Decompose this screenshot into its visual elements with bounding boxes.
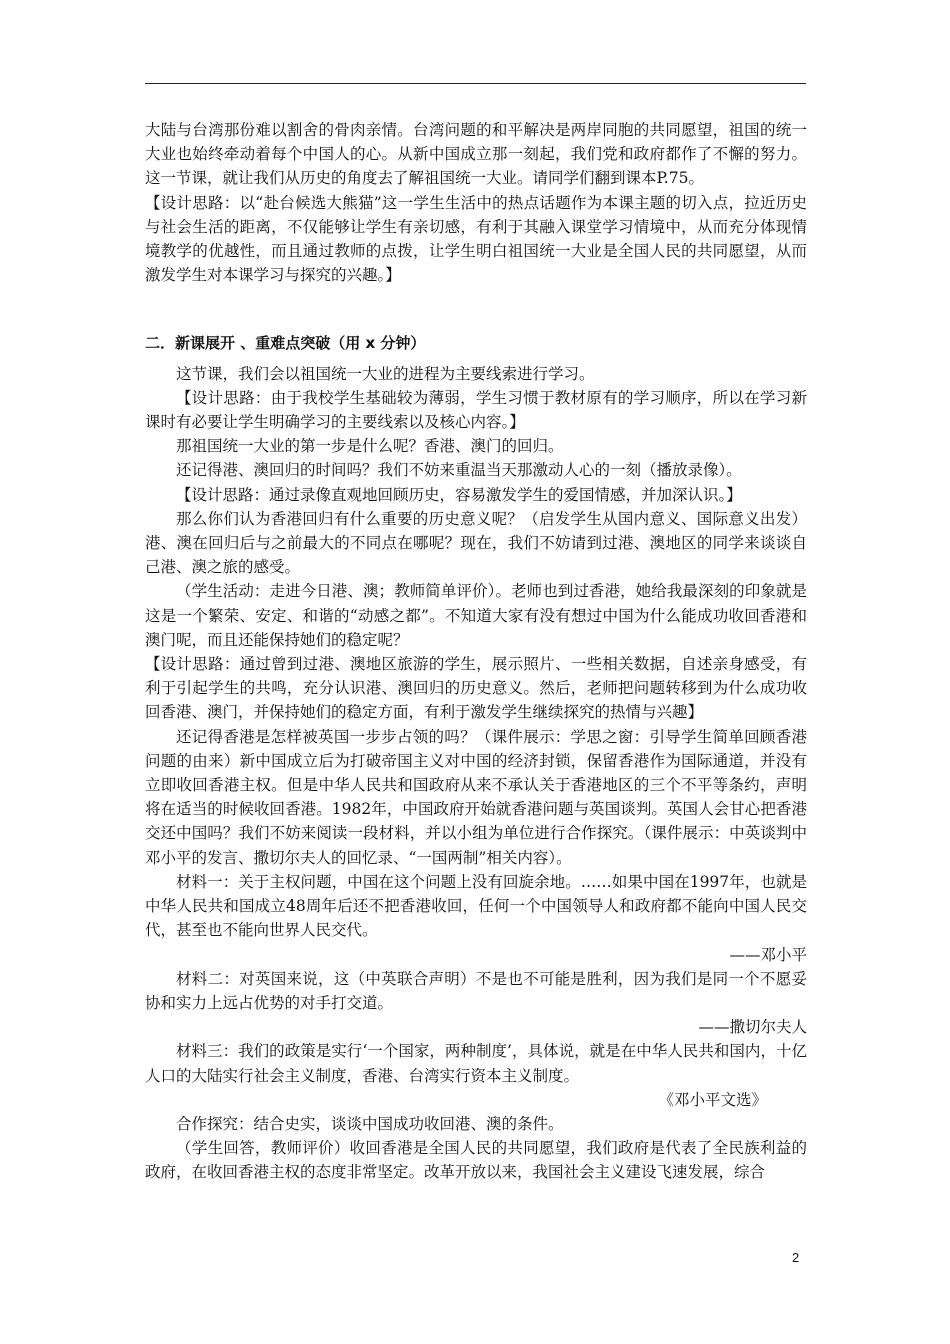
paragraph: 那么你们认为香港回归有什么重要的历史意义呢？（启发学生从国内意义、国际意义出发）港、澳在回归后与之前最大的不同点在哪呢？现在，我们不妨请到过港、澳地区的同学来谈谈自己港、澳之旅的感受。 (145, 509, 807, 577)
source-attribution: ——邓小平 (729, 945, 807, 964)
paragraph: 那祖国统一大业的第一步是什么呢？香港、澳门的回归。 (176, 437, 564, 456)
material-two: 材料二：对英国来说，这（中英联合声明）不是也不可能是胜利，因为我们是同一个不愿妥协和实力上远占优势的对手打交道。 (145, 969, 807, 1012)
design-note: 【设计思路：通过曾到过港、澳地区旅游的学生，展示照片、一些相关数据，自述亲身感受，有利于引起学生的共鸣，充分认识港、澳回归的历史意义。然后，老师把问题转移到为什么成功收回香港、澳门，并保持她们的稳定方面，有利于激发学生继续探究的热情与兴趣】 (145, 655, 807, 722)
design-note: 【设计思路：通过录像直观地回顾历史，容易激发学生的爱国情感，并加深认识。】 (176, 485, 742, 504)
intro-paragraph: 大陆与台湾那份难以割舍的骨肉亲情。台湾问题的和平解决是两岸同胞的共同愿望，祖国的统一大业也始终牵动着每个中国人的心。从新中国成立那一刻起，我们党和政府都作了不懈的努力。这一节课，就让我们从历史的角度去了解祖国统一大业。请同学们翻到课本P.75。 (145, 121, 807, 188)
document-body (145, 118, 807, 1185)
material-one: 材料一：关于主权问题，中国在这个问题上没有回旋余地。……如果中国在1997年，也就是中华人民共和国成立48周年后还不把香港收回，任何一个中国领导人和政府都不能向中国人民交代，甚至也不能向世界人民交代。 (145, 872, 807, 940)
design-note: 【设计思路：由于我校学生基础较为薄弱，学生习惯于教材原有的学习顺序，所以在学习新课时有必要让学生明确学习的主要线索以及核心内容。】 (145, 388, 807, 432)
page-number: 2 (792, 1250, 800, 1265)
source-attribution: ——撒切尔夫人 (698, 1018, 807, 1037)
material-three: 材料三：我们的政策是实行‘一个国家，两种制度’，具体说，就是在中华人民共和国内，十亿人口的大陆实行社会主义制度，香港、台湾实行资本主义制度。 (145, 1042, 807, 1085)
paragraph: （学生回答，教师评价）收回香港是全国人民的共同愿望，我们政府是代表了全民族利益的政府，在收回香港主权的态度非常坚定。改革开放以来，我国社会主义建设飞速发展，综合 (145, 1139, 807, 1182)
paragraph: （学生活动：走进今日港、澳；教师简单评价）。老师也到过香港，她给我最深刻的印象就是这是一个繁荣、安定、和谐的“动感之都”。不知道大家有没有想过中国为什么能成功收回香港和澳门呢，而且还能保持她们的稳定呢？ (145, 582, 807, 649)
header-rule (145, 83, 806, 84)
source-attribution: 《邓小平文选》 (658, 1090, 767, 1109)
paragraph: 还记得港、澳回归的时间吗？我们不妨来重温当天那激动人心的一刻（播放录像）。 (176, 461, 742, 480)
section-heading: 二．新课展开 、重难点突破（用 x 分钟） (145, 334, 426, 353)
paragraph: 这节课，我们会以祖国统一大业的进程为主要线索进行学习。 (176, 364, 595, 383)
paragraph: 还记得香港是怎样被英国一步步占领的吗？（课件展示：学思之窗：引导学生简单回顾香港问题的由来）新中国成立后为打破帝国主义对中国的经济封锁，保留香港作为国际通道，并没有立即收回香港主权。但是中华人民共和国政府从来不承认关于香港地区的三个不平等条约，声明将在适当的时候收回香港。1982年，中国政府开始就香港问题与英国谈判。英国人会甘心把香港交还中国吗？我们不妨来阅读一段材料，并以小组为单位进行合作探究。（课件展示：中英谈判中邓小平的发言、撒切尔夫人的回忆录、“一国两制”相关内容）。 (145, 727, 807, 867)
design-note: 【设计思路：以“赴台候选大熊猫”这一学生生活中的热点话题作为本课主题的切入点，拉近历史与社会生活的距离，不仅能够让学生有亲切感，有利于其融入课堂学习情境中，从而充分体现情境教学的优越性，而且通过教师的点拨，让学生明白祖国统一大业是全国人民的共同愿望，从而激发学生对本课学习与探究的兴趣。】 (145, 193, 807, 285)
cooperative-inquiry: 合作探究：结合史实，谈谈中国成功收回港、澳的条件。 (176, 1114, 564, 1133)
